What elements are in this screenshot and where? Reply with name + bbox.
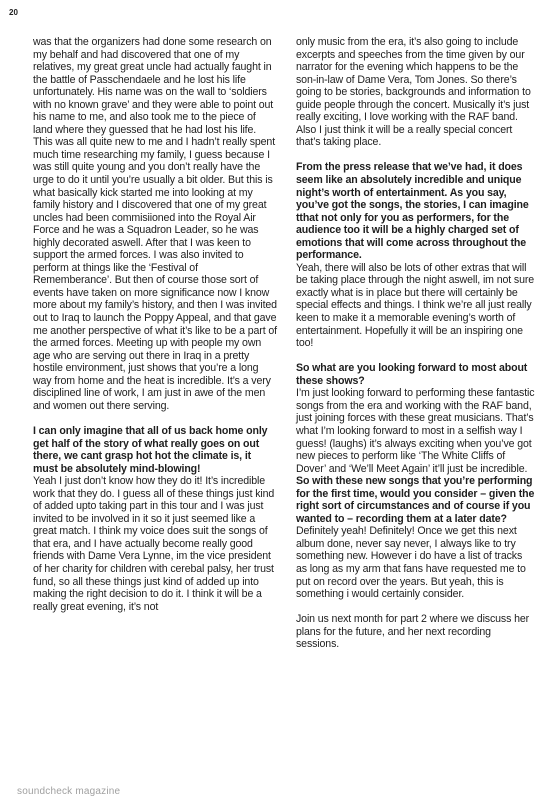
paragraph-gap bbox=[33, 412, 277, 425]
left-column bbox=[33, 36, 277, 613]
answer-paragraph: was that the organizers had done some research on my behalf and had discovered that one of my relatives, my great great uncle had actually faught in the battle of Passchendaele and he lost his life unfortunately. His name was on the wall to ‘soldiers with no known grave’ and they were able to point out his name to me, and also took me to the piece of land where they guessed that he had lost his life. This was all quite new to me and I hadn’t really spent much time researching my family, I guess because I was still quite young and you don’t really have the urge to do it until you’re usually a bit older. But this is what basically kick started me into looking at my family history and I discovered that one of my great uncles had been commisiioned into the Royal Air Force and he was a Squadron Leader, so he was highly decorated aswell. After that I was keen to support the armed forces. I was also invited to perform at things like the ‘Festival of Rememberance’. But then of course those sort of events have taken on more significance now I know more about my family’s history, and then I was invited out to Iraq to launch the Poppy Appeal, and that gave me another perspective of what it’s like to be a part of the armed forces. Meeting up with people my own age who are serving out there in Iraq in a pretty hostile environment, just shows that you’re a long way from home and the heat is incredible. It’s a very disciplined line of work, I am just in awe of the men and women out there serving. bbox=[33, 36, 277, 412]
question-paragraph: From the press release that we’ve had, it does seem like an absolutely incredible and unique night’s worth of entertainment. As you say, you’ve got the songs, the stories, I can imagine tthat not only for you as performers, for the audience too it will be a highly charged set of emotions that will come across throughout the performance. bbox=[296, 161, 529, 262]
answer-paragraph: Definitely yeah! Definitely! Once we get this next album done, never say never, I always like to try something new. However i do have a list of tracks as long as my arm that fans have requested me to put on record over the years. But yeah, this is something i would certainly consider. bbox=[296, 525, 526, 601]
answer-paragraph: Yeah I just don’t know how they do it! It’s incredible work that they do. I guess all of these things just kind of added upto taking part in this tour and I was just invited to be involved in it so it just seemed like a great match. I think my voice does suit the songs of that era, and I have actually become really good friends with Dame Vera Lynne, im the vice president of her charity for children with cerebal palsy, her trust fund, so all these things just kind of added up into making the right decision to do it. I think it will be a really great evening, it’s not bbox=[33, 475, 275, 613]
question-paragraph: So with these new songs that you’re performing for the first time, would you consider – given the right sort of circumstances and of course if you wanted to – recording them at a later date? bbox=[296, 475, 535, 525]
paragraph-gap bbox=[296, 149, 535, 162]
paragraph-gap bbox=[296, 350, 535, 363]
magazine-footer: soundcheck magazine bbox=[17, 786, 121, 797]
answer-paragraph: Yeah, there will also be lots of other extras that will be taking place through the night aswell, im not sure exactly what is in place but there will certainly be special effects and things. I think we’re all just really keen to make it a memorable evening’s worth of entertainment. Hopefully it will be an inspiring one too! bbox=[296, 261, 535, 350]
answer-paragraph: only music from the era, it’s also going to include excerpts and speeches from the time given by our narrator for the evening which happens to be the son-in-law of Dame Vera, Tom Jones. So there’s going to be stories, backgrounds and information to guide people through the concert. Musically it’s just really exciting, I love working with the RAF band. Also I just think it will be a really special concert that’s taking place. bbox=[296, 36, 531, 149]
paragraph-gap bbox=[296, 601, 535, 614]
question-paragraph: So what are you looking forward to most about these shows? bbox=[296, 362, 528, 387]
closing-paragraph: Join us next month for part 2 where we discuss her plans for the future, and her next recording sessions. bbox=[296, 613, 530, 651]
answer-paragraph: I’m just looking forward to performing these fantastic songs from the era and working with the RAF band, just joining forces with these great musicians. That’s what I’m looking forward to most in a selfish way I guess! (laughs) it’s always exciting when you’ve got new pieces to perform like ‘The White Cliffs of Dover’ and ‘We’ll Meet Again’ it’ll just be incredible. bbox=[296, 387, 535, 475]
question-paragraph: I can only imagine that all of us back home only get half of the story of what really goes on out there, we cant grasp hot hot the climate is, it must be absolutely mind-blowing! bbox=[33, 424, 268, 475]
page-number: 20 bbox=[9, 8, 18, 17]
right-column bbox=[296, 36, 535, 651]
